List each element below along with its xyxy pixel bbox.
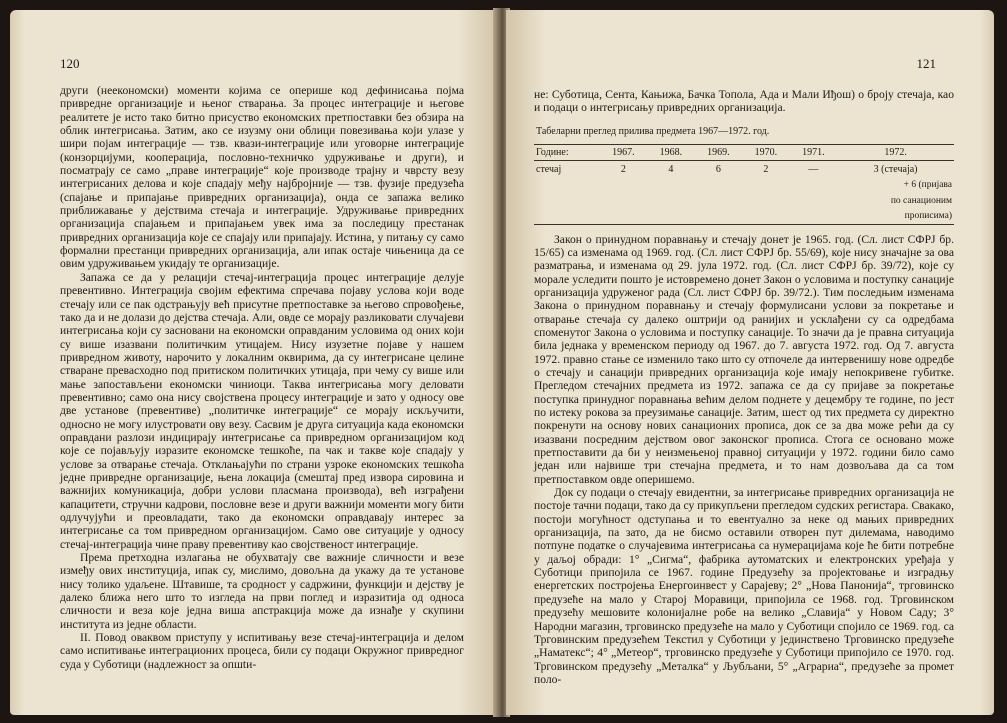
table-cell: 6	[715, 164, 721, 176]
right-text-block	[534, 88, 954, 686]
table-caption: Табеларни преглед прилива предмета 1967—1972. год.	[536, 125, 770, 137]
table-note-row	[534, 177, 954, 193]
table-header-cell: 1972.	[837, 145, 954, 161]
right-body	[534, 233, 954, 687]
table-cell: 2	[763, 164, 769, 176]
table-note-line: прописима)	[837, 208, 954, 224]
table-note-row	[534, 208, 954, 224]
right-intro-paragraph: не: Суботица, Сента, Кањижа, Бачка Топола, Ада и Мали Иђош) о броју стечаја, као и подаци о интегрисању привредних организација.	[534, 88, 954, 115]
table-note-line: + 6 (пријава	[903, 180, 952, 191]
left-page-number: 120	[60, 56, 80, 71]
left-paragraph-1: други (неекономски) моменти којима се оперише код дефинисања појма привредне организације и њеног стварања. За процес интеграције и његове реалитете је исто тако битно присуство економских претпоставки без обзира на облик интегрисања. Затим, ако се изузму они облици повезивања који улазе у шири појам интеграције — тзв. квази-интеграције или уговорне интеграције (конзорцијуми, кооперација, пословно-техничко удруживање и други), и посматрају се само „праве интеграције“ које производе трајну и чврсту везу интегрисаних делова и које спадају међу најбројније — тзв. фузије предузећа (спајање и припајање привредних организација), онда се запажа велико приближавање у дејствима стечаја и интеграције. Удруживање привредних организација спајањем и припајањем увек има за последицу престанак привредних организација које се спајају или припајају. Истина, у питању су само формални престанци привредних организација, али ипак остаје чињеница да се овим удруживањем укидају те организације.	[60, 84, 464, 271]
right-paragraph-1: Закон о принудном поравнању и стечају донет је 1965. год. (Сл. лист СФРЈ бр. 15/65) са изменама од 1969. год. (Сл. лист СФРЈ бр. 55/69), које нису значајне за ова разматрања, и изменама од 29. јула 1972. год. (Сл. лист СФРЈ бр. 39/72), које су морале уследити пошто је истовремено донет Закон о условима и поступку санације организација удруженог рада (Сл. лист СФРЈ бр. 39/72.). Тим последњим изменама Закона о принудном поравнању и стечају формулисани услови за покретање и отварање стечаја су далеко оштрији од ранијих и усклађени су са одредбама споменутог Закона о условима и поступку санације. То значи да је правна ситуација била једнака у временском периоду од 1967. до 7. августа 1972. год. Од 7. августа 1972. правно стање се изменило тако што су отпочеле да интервенишу нове одредбе о стечају и санацији привредних организација које имају непокривене губитке. Прегледом стечајних предмета из 1972. запажа се да су пријаве за покретање поступка принудног поравнања већим делом поднете у децембру те године, по јест по истеку рокова за преузимање санације. Затим, шест од тих предмета су директно покренути на основу нових санационих прописа, док се за два може рећи да су изазвани посредним дејством овог законског прописа. Стога се основано може претпоставити да би у неизмењеној правној ситуацији у 1972. години било само један или највише три стечајна предмета, и то нам дозвољава да са том претпоставком овде оперишемо.	[534, 232, 954, 486]
bankruptcy-table	[534, 144, 954, 225]
table-cell: —	[808, 164, 819, 176]
table-header-cell: 1968.	[647, 145, 695, 161]
table-header-cell: Године:	[534, 145, 600, 161]
table-cell: 2	[620, 164, 626, 176]
table-header-row	[534, 145, 954, 161]
table-header-cell: 1971.	[790, 145, 838, 161]
left-paragraph-4: II. Повод оваквом приступу у испитивању везе стечај-интеграција и делом само испитивање интеграционих процеса, били су подаци Окружног привредног суда у Суботици (надлежност за опшtи-	[60, 631, 464, 671]
left-text-block	[60, 84, 464, 671]
table-header-cell: 1969.	[695, 145, 743, 161]
table-cell: 4	[668, 164, 674, 176]
right-page-number: 121	[916, 56, 936, 71]
table-header-cell: 1970.	[742, 145, 790, 161]
table-cell: 3 (стечаја)	[873, 164, 918, 176]
left-paragraph-3: Према претходна излагања не обухватају све важније сличности и везе између ових институција, ипак су, мислимо, довољна да укажу да те установе нису толико удаљене. Штавише, та сродност у садржини, функцији и дејству је далеко ближа него што то изгледа на први поглед и изразитија од односа сличности и веза које једна виша апстракција може да изнађе у скупини института из једне области.	[60, 551, 464, 631]
table-note-row	[534, 193, 954, 209]
table-header-cell: 1967.	[600, 145, 648, 161]
table-row-label: стечај	[536, 164, 562, 176]
right-paragraph-2: Док су подаци о стечају евидентни, за интегрисање привредних организација не постоје тачни подаци, тако да су прикупљени прегледом судских регистара. Свакако, постоји могућност одступања и то евентуално за неке од мањих привредних организација, па зато, да не бисмо оставили отворен пут дилемама, наводимо потпуне податке о случајевима интегрисања са нумерацијама које ће бити потребне у даљој обради: 1° „Сигма“, фабрика аутоматских и електронских уређаја у Суботици припојила се 1967. године Предузећу за пројектовање и изградњу енергетских постројења Енергоинвест у Сарајеву; 2° „Нова Панонија“, трговинско предузеће на мало у Старој Моравици, припојила се 1968. год. Трговинском предузећу мешовите колонијалне робе на велико „Славија“ у Новом Саду; 3° Народни магазин, трговинско предузеће на мало у Суботици спојило се 1969. год. са Трговинским предузећем Текстил у Суботици у јединствено Трговинско предузеће „Наматекс“; 4° „Метеор“, трговинско предузеће у Суботици припојило се 1970. год. Трговинском предузећу „Металка“ у Љубљани, 5° „Аграриа“, предузеће за промет полo-	[534, 486, 954, 686]
left-paragraph-2: Запажа се да у релацији стечај-интеграција процес интеграције делује превентивно. Интеграција својим ефектима спречава појаву услова који воде стечају или се пак одстрањују већ присутне претпоставке за његово спровођење, тако да и не долази до дејства стечаја. Али, овде се морају разликовати случајеви интегрисања који су засновани на економски оправданим условима од оних који су више изазвани политичким утицајем. Нису изузетне појаве у нашем привредном животу, нарочито у локалним оквирима, да су интегрисане целине стваране превасходно под притиском политичких утицаја, при чему су више или мање запостављени економски чиниоци. Таква интегрисања могу деловати превентивно; само она нису својствена процесу интеграције и зато у односу ове две установе (превентиве) „политичке интеграције“ се морају искључити, односно не могу илустровати ову везу. Сасвим је друга ситуација када економски оправдани разлози индицирају интегрисање са привредном организацијом код које се појављују изразите економске тешкоће, па чак и такве које спадају у услове за отварање стечаја. Отклањајући по страни узроке економских тешкоћа једне привредне организације, њена локација (смештај пред извора сировина и важнијих комуникација, добри услови пласмана производа), већ изграђени капацитети, стручни кадрови, пословне везе и други важнији моменти могу бити одлучујући и преовладати, тако да економски оправдавају интерес за интегрисање са том привредном организацијом. Само ове ситуације у односу стечај-интеграција чине праву превентиву као својственост интеграције.	[60, 270, 464, 551]
table-note-line: по санационим	[890, 195, 952, 206]
table-row	[534, 161, 954, 178]
right-page	[506, 10, 994, 715]
left-page	[10, 10, 497, 715]
